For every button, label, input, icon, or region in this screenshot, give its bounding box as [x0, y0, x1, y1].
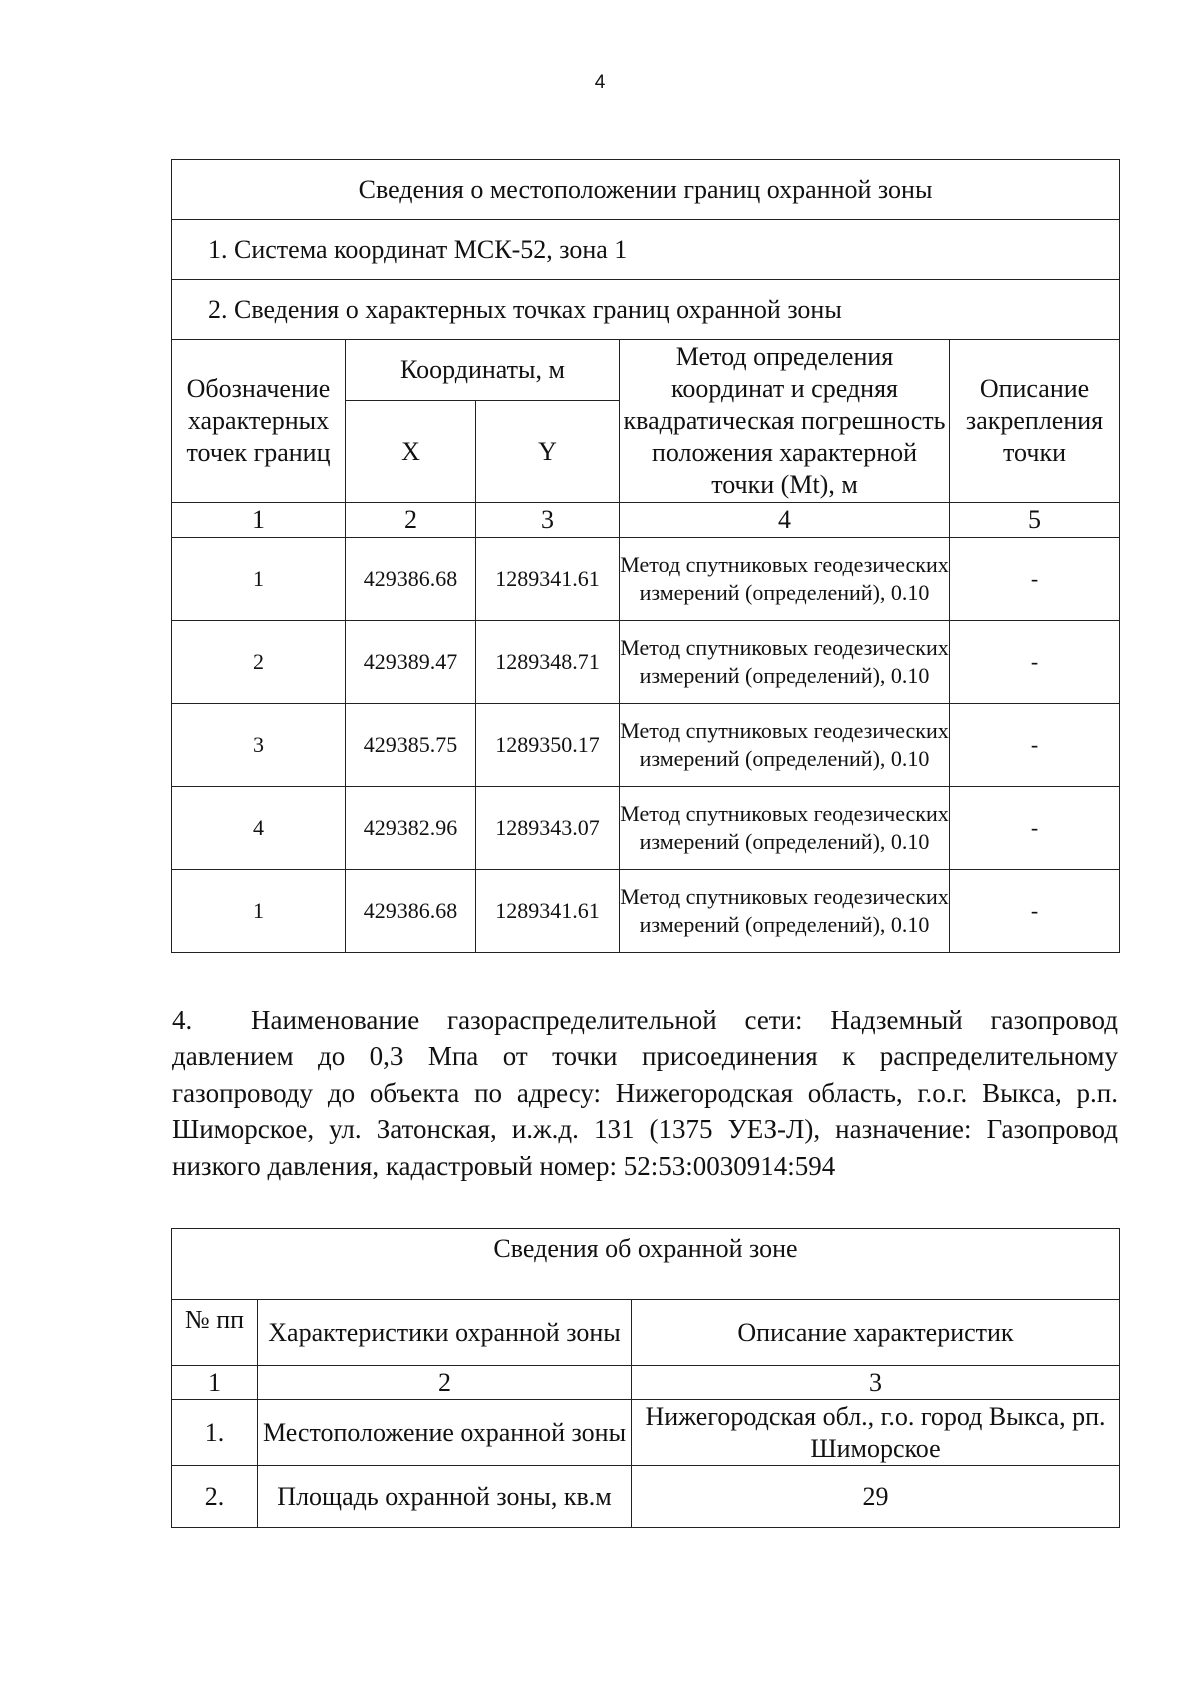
table-row	[172, 787, 1120, 870]
coord-x: 429386.68	[346, 538, 476, 621]
coord-x: 429385.75	[346, 704, 476, 787]
header-fixing-description: Описание закрепления точки	[950, 340, 1120, 503]
method-cell: Метод спутниковых геодезических измерений (определений), 0.10	[620, 870, 950, 953]
fixing-description: -	[950, 621, 1120, 704]
fixing-description: -	[950, 870, 1120, 953]
coord-y: 1289341.61	[476, 870, 620, 953]
column-number: 1	[172, 503, 346, 538]
method-cell: Метод спутниковых геодезических измерений (определений), 0.10	[620, 621, 950, 704]
fixing-description: -	[950, 704, 1120, 787]
row-number: 2.	[172, 1466, 258, 1528]
characteristic-cell: Местоположение охранной зоны	[258, 1400, 632, 1466]
table-row	[172, 1466, 1120, 1528]
method-cell: Метод спутниковых геодезических измерений (определений), 0.10	[620, 704, 950, 787]
zone-table-title: Сведения об охранной зоне	[172, 1229, 1120, 1300]
header-x: X	[346, 401, 476, 503]
point-id: 3	[172, 704, 346, 787]
coord-system-row: 1. Система координат МСК-52, зона 1	[172, 220, 1120, 280]
column-number: 1	[172, 1366, 258, 1400]
characteristic-cell: Площадь охранной зоны, кв.м	[258, 1466, 632, 1528]
point-id: 1	[172, 870, 346, 953]
row-number: 1.	[172, 1400, 258, 1466]
column-number: 3	[632, 1366, 1120, 1400]
coordinates-table	[171, 159, 1120, 953]
coord-x: 429389.47	[346, 621, 476, 704]
point-id: 4	[172, 787, 346, 870]
header-description: Описание характеристик	[632, 1300, 1120, 1366]
description-cell: Нижегородская обл., г.о. город Выкса, рп. Шиморское	[632, 1400, 1120, 1466]
page-number: 4	[594, 72, 606, 93]
header-point-designation: Обозначение характерных точек границ	[172, 340, 346, 503]
method-cell: Метод спутниковых геодезических измерений (определений), 0.10	[620, 787, 950, 870]
paragraph-number: 4.	[172, 1005, 193, 1035]
points-section-row: 2. Сведения о характерных точках границ охранной зоны	[172, 280, 1120, 340]
table-row	[172, 870, 1120, 953]
column-number: 3	[476, 503, 620, 538]
network-description	[172, 1002, 1118, 1184]
coord-x: 429382.96	[346, 787, 476, 870]
table-row	[172, 621, 1120, 704]
point-id: 2	[172, 621, 346, 704]
paragraph-text: Наименование газораспределительной сети: Надземный газопровод давлением до 0,3 Мпа от точки присоединения к распределительному газопроводу до объекта по адресу: Нижегородская область, г.о.г. Выкса, р.п. Шиморское, ул. Затонская, и.ж.д. 131 (1375 УЕЗ-Л), назначение: Газопровод низкого давления, кадастровый номер: 52:53:0030914:594	[172, 1005, 1118, 1181]
coord-y: 1289348.71	[476, 621, 620, 704]
coord-y: 1289341.61	[476, 538, 620, 621]
coord-table-title: Сведения о местоположении границ охранной зоны	[172, 160, 1120, 220]
coord-y: 1289350.17	[476, 704, 620, 787]
header-coordinates: Координаты, м	[346, 340, 620, 401]
description-cell: 29	[632, 1466, 1120, 1528]
point-id: 1	[172, 538, 346, 621]
header-y: Y	[476, 401, 620, 503]
protection-zone-table	[171, 1228, 1120, 1528]
table-row	[172, 1400, 1120, 1466]
column-number: 2	[258, 1366, 632, 1400]
fixing-description: -	[950, 538, 1120, 621]
coord-y: 1289343.07	[476, 787, 620, 870]
header-no: № пп	[172, 1300, 258, 1366]
coord-x: 429386.68	[346, 870, 476, 953]
header-characteristic: Характеристики охранной зоны	[258, 1300, 632, 1366]
table-row	[172, 704, 1120, 787]
header-method: Метод определения координат и средняя квадратическая погрешность положения характерной точки (Mt), м	[620, 340, 950, 503]
column-number: 2	[346, 503, 476, 538]
table-row	[172, 538, 1120, 621]
column-number: 5	[950, 503, 1120, 538]
fixing-description: -	[950, 787, 1120, 870]
column-number: 4	[620, 503, 950, 538]
method-cell: Метод спутниковых геодезических измерений (определений), 0.10	[620, 538, 950, 621]
